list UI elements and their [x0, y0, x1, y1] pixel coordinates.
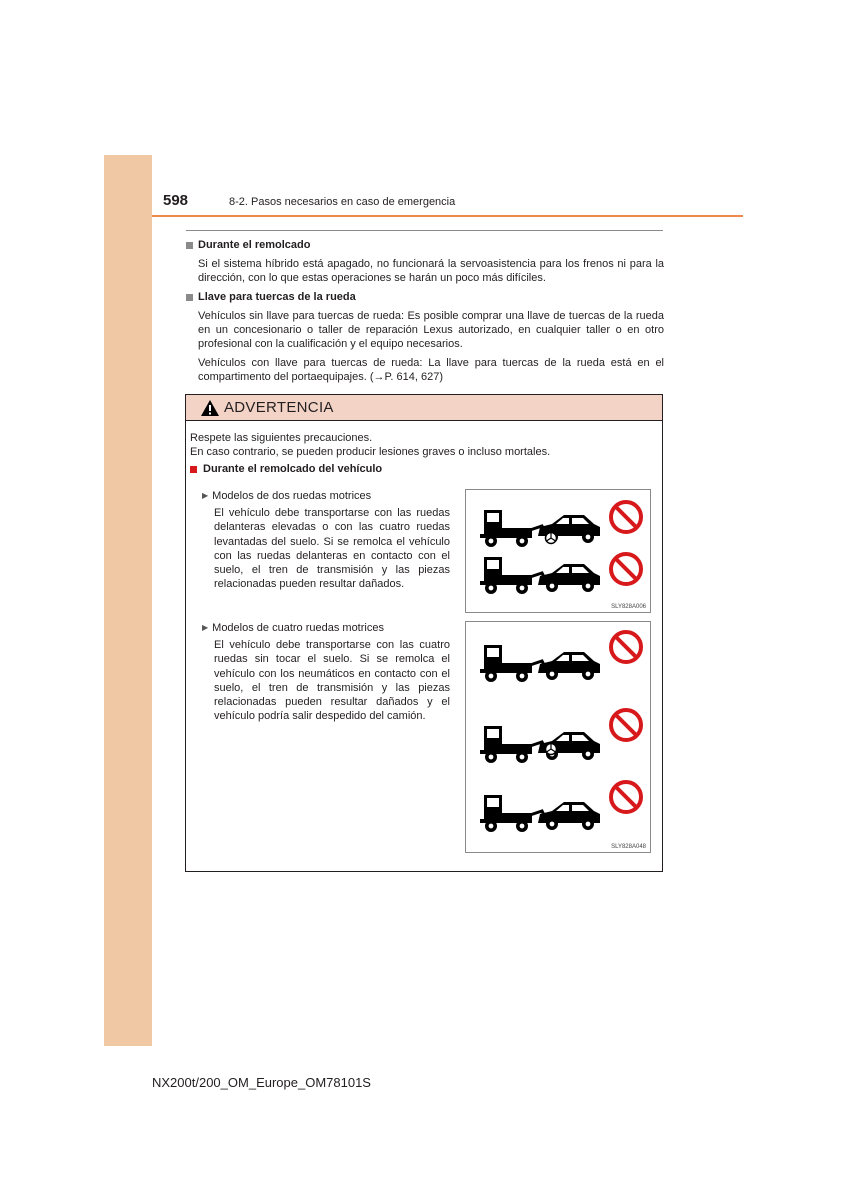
- item-title: Modelos de dos ruedas motrices: [212, 490, 372, 502]
- figure-code: SLY828A048: [611, 844, 646, 850]
- footer-code: NX200t/200_OM_Europe_OM78101S: [152, 1075, 371, 1090]
- warning-body: [190, 431, 660, 476]
- section-bullet-icon: [186, 242, 193, 249]
- section-towing: [186, 238, 664, 285]
- paragraph: Vehículos con llave para tuercas de rueda: La llave para tuercas de la rueda está en el compartimento del portaequipajes. (→P. 614, 627): [198, 357, 664, 383]
- warning-intro: Respete las siguientes precauciones.: [190, 432, 373, 444]
- item-title: Modelos de cuatro ruedas motrices: [212, 622, 384, 634]
- tow-truck-icon: [480, 795, 546, 832]
- section-heading: Llave para tuercas de la rueda: [198, 291, 356, 303]
- tow-truck-icon: [480, 510, 546, 547]
- warning-intro: En caso contrario, se pueden producir lesiones graves o incluso mortales.: [190, 446, 551, 458]
- section-bullet-icon: [186, 294, 193, 301]
- figure-4wd: [465, 621, 651, 853]
- tow-truck-icon: [480, 726, 546, 763]
- car-icon: [538, 802, 600, 830]
- car-icon: [538, 652, 600, 680]
- warning-bullet-icon: [190, 466, 197, 473]
- tow-truck-icon: [480, 645, 546, 682]
- warning-header: [186, 395, 662, 421]
- warning-box: [185, 394, 663, 872]
- item-text: El vehículo debe transportarse con las cuatro ruedas sin tocar el suelo. Si se remolca el vehículo con los neumáticos en contacto con el suelo, el tren de transmisión y las piezas relacionadas pueden resultar dañados y el vehículo podría salir despedido del camión.: [214, 639, 450, 723]
- item-text: El vehículo debe transportarse con las ruedas delanteras elevadas o con las cuatro ruedas levantadas del suelo. Si se remolca el vehículo con las ruedas delanteras en contacto con el suelo, el tren de transmisión y las piezas relacionadas pueden resultar dañados.: [214, 507, 450, 591]
- bullet-triangle-icon: ▶: [202, 623, 209, 632]
- paragraph: Si el sistema híbrido está apagado, no funcionará la servoasistencia para los frenos ni para la dirección, con lo que estas operaciones se harán un poco más difíciles.: [198, 258, 664, 284]
- car-icon: [538, 564, 600, 592]
- tow-truck-icon: [480, 557, 546, 594]
- towing-illustration-2wd: [466, 490, 650, 600]
- chapter-title: 8-2. Pasos necesarios en caso de emergencia: [229, 196, 456, 208]
- prohibited-icon: [611, 710, 641, 740]
- paragraph: Vehículos sin llave para tuercas de rueda: Es posible comprar una llave de tuercas de la rueda en un concesionario o taller de reparación Lexus autorizado, en cualquier taller o en otro profesional con la cualificación y el equipo necesarios.: [198, 310, 664, 350]
- section-wheel-wrench: [186, 290, 664, 384]
- section-heading: Durante el remolcado: [198, 239, 311, 251]
- warning-title: ADVERTENCIA: [224, 399, 334, 416]
- prohibited-icon: [611, 782, 641, 812]
- warning-triangle-icon: [200, 399, 220, 417]
- page-number: 598: [163, 192, 189, 209]
- prohibited-icon: [611, 632, 641, 662]
- prohibited-icon: [611, 502, 641, 532]
- section-rule: [186, 230, 663, 231]
- item-2wd: [202, 489, 450, 591]
- chapter-sidebar: [104, 155, 152, 1046]
- bullet-triangle-icon: ▶: [202, 491, 209, 500]
- warning-subheading: Durante el remolcado del vehículo: [203, 463, 383, 475]
- steering-wheel-icon: [546, 744, 557, 755]
- item-4wd: [202, 621, 450, 723]
- figure-2wd: [465, 489, 651, 613]
- figure-code: SLY828A006: [611, 604, 646, 610]
- towing-illustration-4wd: [466, 622, 650, 840]
- prohibited-icon: [611, 554, 641, 584]
- steering-wheel-icon: [546, 533, 557, 544]
- header-rule: [152, 215, 743, 217]
